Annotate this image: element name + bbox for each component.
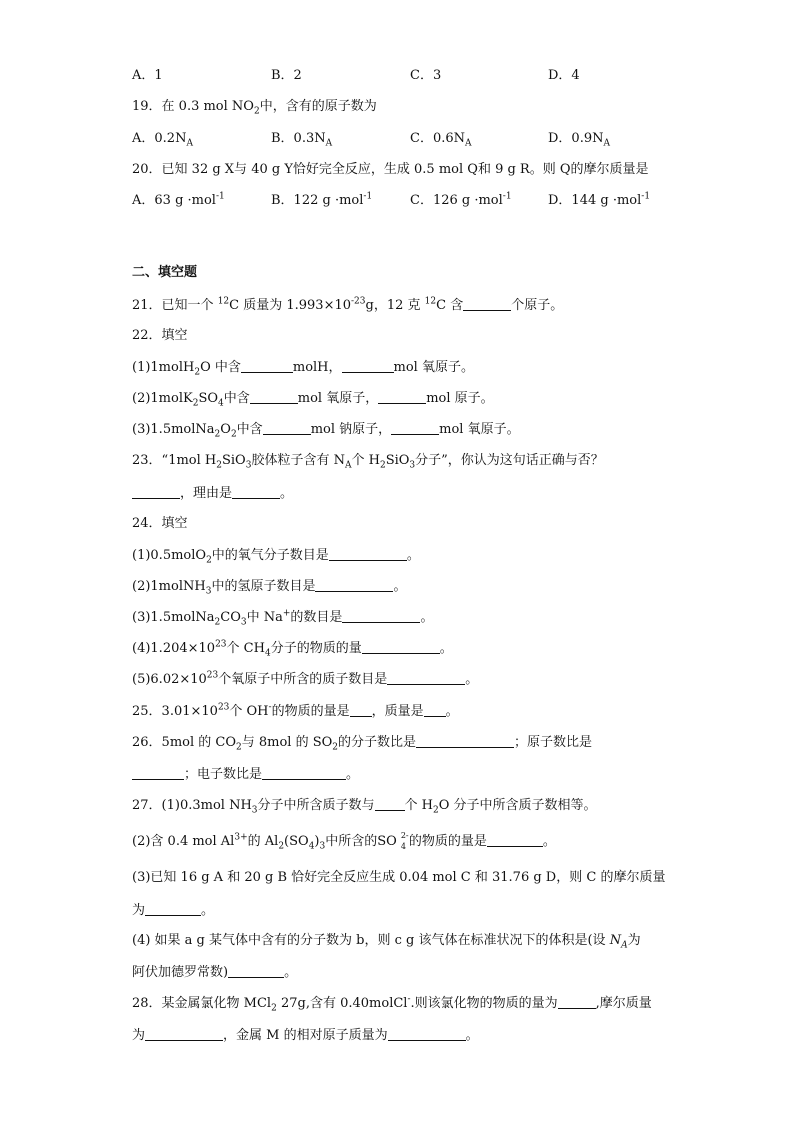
q19-option-a: A．$0.2N_A$ (132, 131, 193, 149)
q27-item-1: 27．(1)0.3mol $NH_3$分子中所含质子数与 个 $H_2O$ 分子中所含质子数相等。 (132, 798, 597, 816)
q20-option-d: D．144 g ·mol$^{-1}$ (548, 191, 651, 208)
q27-item-4: (4) 如果 a g 某气体中含有的分子数为 b，则 c g 该气体在标准状况下的体积是(设 $N_A$为 (132, 933, 641, 951)
q26-line-2: ；电子数比是 。 (132, 765, 359, 784)
q19-stem: 19．在 0.3 mol $NO_2$中，含有的原子数为 (132, 99, 377, 117)
q24-item-3: $(3)1.5molNa_2CO_3$中 Na+的数目是 。 (132, 608, 434, 628)
q25: 25．$3.01\times 10^{23}$个 OH-的物质的量是 ，质量是 。 (132, 702, 459, 719)
q18-option-a: A．1 (132, 68, 163, 83)
q22-title: 22．填空 (132, 328, 188, 343)
answer-blank[interactable] (388, 1026, 466, 1041)
q27-item-3-answer: 为 。 (132, 903, 215, 918)
answer-blank[interactable] (350, 702, 372, 717)
answer-blank[interactable] (132, 765, 184, 780)
q23-answer-line: ，理由是 。 (132, 484, 293, 503)
q26-line-1: 26．5mol 的 $CO_2$与 8mol 的 $SO_2$的分子数比是 ；原子数比是 (132, 735, 593, 753)
q24-item-4: $(4)1.204\times 10^{23}$个 $CH_4$分子的物质的量 。 (132, 639, 453, 659)
q19-option-d: D．$0.9N_A$ (548, 131, 610, 149)
sulfate-charge: 2- 4 (400, 831, 409, 851)
q22-item-3: $(3)1.5molNa_2O_2$中含 mol 钠原子， mol 氧原子。 (132, 422, 520, 440)
q20-option-c: C．126 g ·mol$^{-1}$ (410, 191, 512, 208)
section-title: 二、填空题 (132, 265, 198, 280)
answer-blank[interactable] (262, 765, 346, 780)
q28-line-2: 为 ，金属 M 的相对原子质量为 。 (132, 1028, 479, 1043)
q21: 21．已知一个 $^{12}$C 质量为 $1.993\times 10^{-23}g$，12 克 $^{12}$C 含 个原子。 (132, 296, 564, 313)
q20-stem: 20．已知 32 g X与 40 g Y恰好完全反应，生成 0.5 mol Q和 9 g R。则 Q的摩尔质量是 (132, 162, 649, 177)
answer-blank[interactable] (232, 484, 280, 499)
q22-item-1: (1)1molH$_2$O 中含 molH， mol 氧原子。 (132, 360, 474, 378)
q27-item-3: (3)已知 16 g A 和 20 g B 恰好完全反应生成 0.04 mol C 和 31.76 g D，则 C 的摩尔质量 (132, 870, 666, 885)
q24-title: 24．填空 (132, 516, 188, 531)
q24-item-1: (1)0.5molO$_2$中的氧气分子数目是 。 (132, 548, 420, 566)
q23-stem: 23．“1mol $H_2SiO_3$胶体粒子含有 $N_A$个 $H_2SiO_3$分子”，你认为这句话正确与否？ (132, 453, 604, 471)
q22-item-2: $(2)1molK_2SO_4$中含 mol 氧原子， mol 原子。 (132, 391, 494, 409)
q27-item-2: (2)含 0.4 mol $Al^{3+}$的 $Al_2(SO_4)_3$中所含的SO 2- 4 的物质的量是 。 (132, 831, 556, 852)
answer-blank[interactable] (416, 733, 514, 748)
q24-item-2: (2)1molNH$_3$中的氢原子数目是 。 (132, 579, 407, 597)
answer-blank[interactable] (228, 963, 284, 978)
q28-line-1: 28．某金属氯化物 MCl$_2$ 27g,含有 0.40molCl-.则该氯化物的物质的量为 ,摩尔质量 (132, 994, 652, 1014)
q19-option-b: B．$0.3N_A$ (271, 131, 333, 149)
answer-blank[interactable] (329, 546, 407, 561)
q18-option-c: C．3 (410, 68, 442, 83)
answer-blank[interactable] (241, 358, 293, 373)
answer-blank[interactable] (391, 420, 439, 435)
answer-blank[interactable] (463, 296, 511, 311)
answer-blank[interactable] (132, 484, 180, 499)
answer-blank[interactable] (250, 389, 298, 404)
answer-blank[interactable] (378, 389, 426, 404)
answer-blank[interactable] (145, 901, 201, 916)
answer-blank[interactable] (145, 1026, 223, 1041)
answer-blank[interactable] (342, 608, 420, 623)
q18-option-d: D．4 (548, 68, 580, 83)
answer-blank[interactable] (558, 994, 596, 1009)
answer-blank[interactable] (424, 702, 446, 717)
q27-item-4-answer: 阿伏加德罗常数) 。 (132, 965, 298, 980)
q19-option-c: C．$0.6N_A$ (410, 131, 472, 149)
answer-blank[interactable] (387, 670, 465, 685)
q20-option-a: A．63 g ·mol$^{-1}$ (132, 191, 225, 208)
answer-blank[interactable] (362, 639, 440, 654)
q20-option-b: B．122 g ·mol$^{-1}$ (271, 191, 373, 208)
q24-item-5: $(5)6.02\times 10^{23}$个氧原子中所含的质子数目是 。 (132, 670, 479, 687)
answer-blank[interactable] (375, 796, 405, 811)
answer-blank[interactable] (263, 420, 311, 435)
answer-blank[interactable] (315, 577, 393, 592)
answer-blank[interactable] (487, 832, 543, 847)
q18-option-b: B．2 (271, 68, 302, 83)
answer-blank[interactable] (342, 358, 394, 373)
